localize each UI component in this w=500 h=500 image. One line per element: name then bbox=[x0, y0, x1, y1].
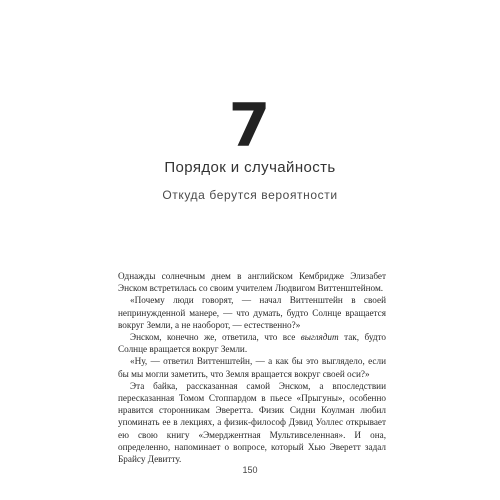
chapter-number: 7 bbox=[228, 91, 272, 161]
paragraph-1: Однажды солнечным днем в английском Кембридже Элизабет Энском встретилась со своим учителем Людвигом Виттенштейном. bbox=[118, 271, 386, 294]
paragraph-3 bbox=[118, 331, 386, 355]
paragraph-3-emphasis: выглядит bbox=[300, 332, 339, 343]
paragraph-3-end: так, будто Солнце вращается вокруг Земли. bbox=[118, 332, 386, 355]
paragraph-2: «Почему люди говорят, — начал Виттенштейн в своей непринужденной манере, — что думать, будто Солнце вращается вокруг Земли, а не наоборот, — естественно?» bbox=[118, 295, 386, 330]
chapter-subtitle: Откуда берутся вероятности bbox=[162, 188, 338, 202]
page-number: 150 bbox=[242, 465, 258, 475]
paragraph-4: «Ну, — ответил Виттенштейн, — а как бы это выглядело, если бы мы могли заметить, что Земля вращается вокруг своей оси?» bbox=[118, 356, 386, 379]
paragraph-3-start: Энском, конечно же, ответила, что все bbox=[130, 332, 301, 343]
chapter-title: Порядок и случайность bbox=[164, 159, 336, 176]
body-text bbox=[118, 270, 386, 465]
paragraph-5: Эта байка, рассказанная самой Энском, а впоследствии пересказанная Томом Стоппардом в пьесе «Прыгуны», особенно нравится сторонникам Эверетта. Физик Сидни Коулман любил упоминать ее в лекциях, а физик-философ Дэвид Уоллес открывает ею свою книгу «Эмерджентная Мультивселенная». И она, определенно, напоминает о вопросе, который Хью Эверетт задал Брайсу Девитту. bbox=[118, 380, 386, 465]
